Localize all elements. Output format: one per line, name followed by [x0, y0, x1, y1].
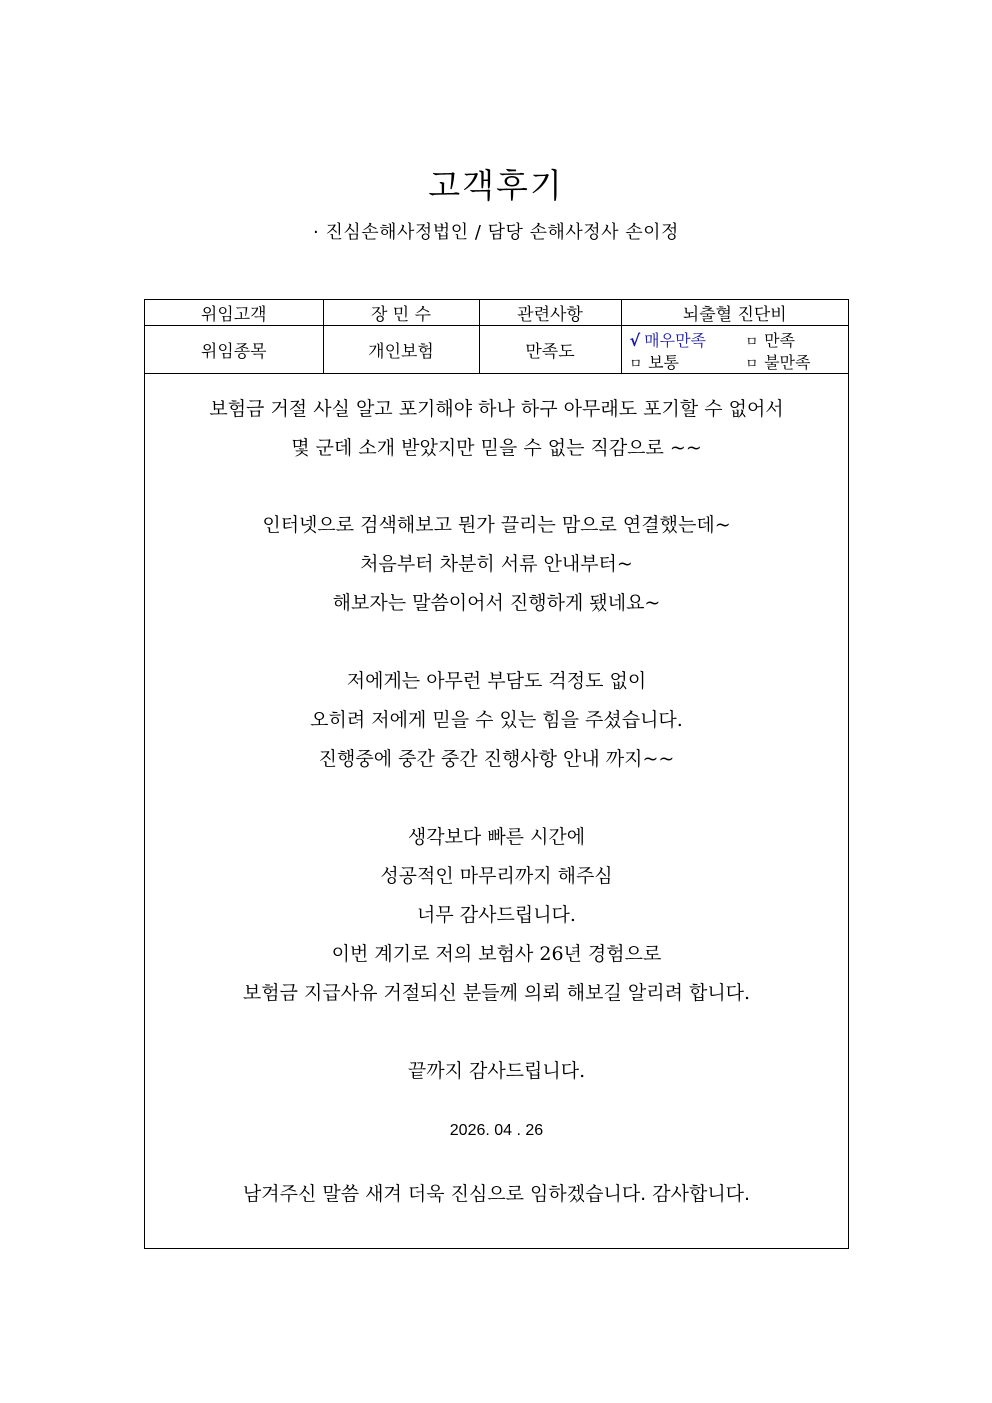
satisfaction-option-normal: ㅁ 보통: [629, 353, 679, 372]
review-line: 너무 감사드립니다.: [417, 904, 576, 926]
review-line: 보험금 지급사유 거절되신 분들께 의뢰 해보길 알리려 합니다.: [242, 982, 751, 1004]
insurance-type-label: 위임종목: [145, 326, 323, 374]
satisfaction-label: 만족도: [479, 326, 621, 374]
review-line: 오히려 저에게 믿을 수 있는 힘을 주셨습니다.: [310, 709, 683, 731]
review-date: 2026. 04 . 26: [449, 1122, 544, 1139]
info-row-1: [145, 300, 848, 326]
review-line: 저에게는 아무런 부담도 걱정도 없이: [346, 670, 647, 692]
closing-message: 남겨주신 말씀 새겨 더욱 진심으로 임하겠습니다. 감사합니다.: [242, 1183, 751, 1205]
review-line: 진행중에 중간 중간 진행사항 안내 까지~~: [318, 748, 675, 770]
satisfaction-option-dissatisfied: ㅁ 불만족: [745, 353, 811, 372]
checkbox-icon: ㅁ: [745, 357, 759, 372]
review-line: 인터넷으로 검색해보고 뭔가 끌리는 맘으로 연결했는데~: [262, 514, 731, 536]
page-subtitle: · 진심손해사정법인 / 담당 손해사정사 손이정: [313, 222, 679, 243]
satisfaction-option-satisfied: ㅁ 만족: [745, 331, 795, 350]
client-label: 위임고객: [145, 300, 323, 326]
client-name: 장 민 수: [323, 300, 479, 326]
info-row-2: [145, 326, 848, 374]
related-value: 뇌출혈 진단비: [621, 300, 848, 326]
review-line: 처음부터 차분히 서류 안내부터~: [360, 553, 633, 575]
check-mark-icon: √: [629, 331, 641, 350]
review-line: 보험금 거절 사실 알고 포기해야 하나 하구 아무래도 포기할 수 없어서: [209, 398, 784, 420]
related-label: 관련사항: [479, 300, 621, 326]
satisfaction-options: [621, 326, 848, 374]
review-line: 성공적인 마무리까지 해주심: [380, 865, 613, 887]
review-line: 이번 계기로 저의 보험사 26년 경험으로: [331, 943, 662, 965]
insurance-type-value: 개인보험: [323, 326, 479, 374]
review-line: 끝까지 감사드립니다.: [407, 1060, 586, 1082]
review-line: 해보자는 말씀이어서 진행하게 됐네요~: [332, 592, 661, 614]
checkbox-icon: ㅁ: [745, 335, 759, 350]
info-table: [145, 300, 848, 374]
satisfaction-option-very-satisfied: √ 매우만족: [629, 331, 706, 350]
checkbox-icon: ㅁ: [629, 357, 643, 372]
page-title: 고객후기: [428, 166, 564, 205]
review-frame: [144, 299, 849, 1249]
review-line: 생각보다 빠른 시간에: [407, 826, 586, 848]
review-line: 몇 군데 소개 받았지만 믿을 수 없는 직감으로 ~~: [291, 437, 702, 459]
